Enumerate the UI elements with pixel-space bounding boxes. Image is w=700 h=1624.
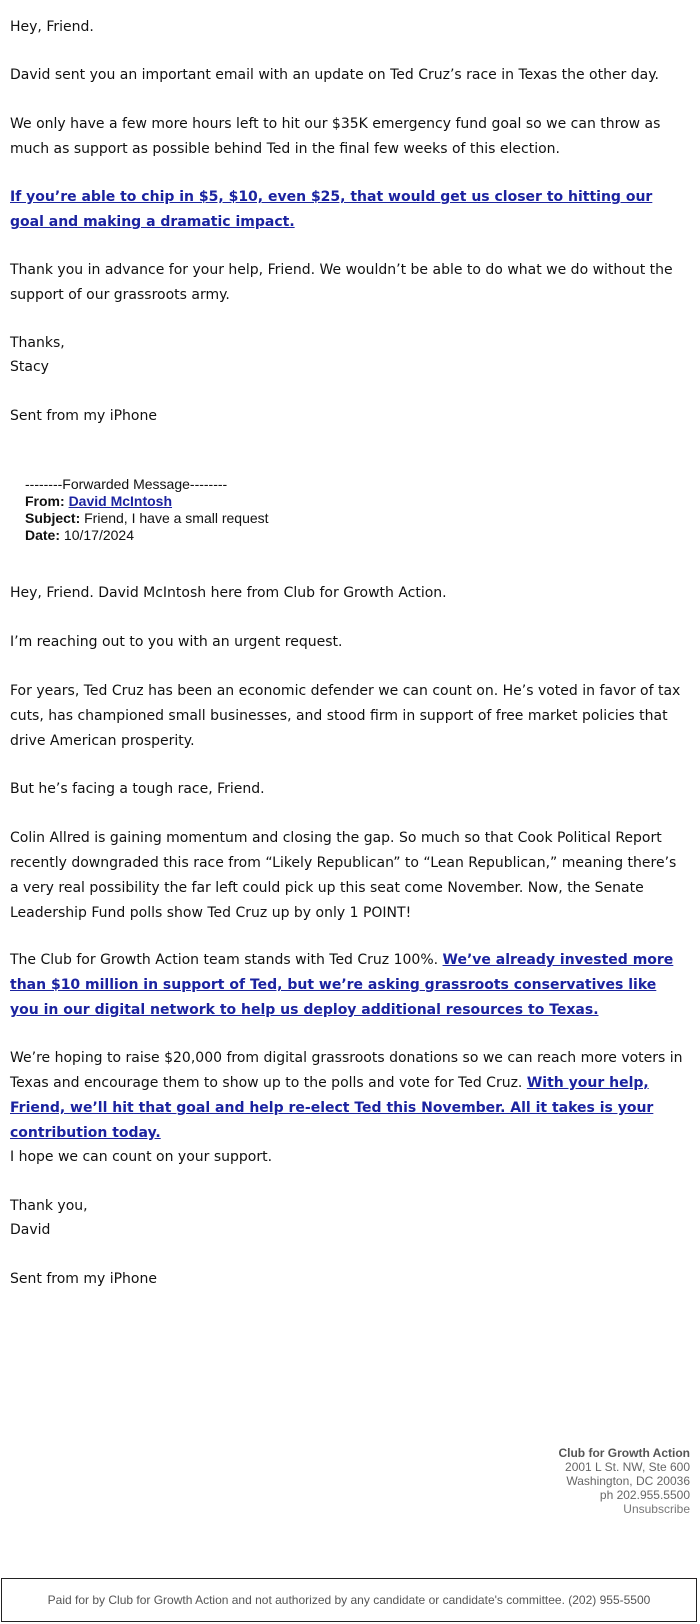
goal-paragraph: We only have a few more hours left to hit our $35K emergency fund goal so we can throw as much as support as possible behind Ted in the final few weeks of this election. — [10, 116, 661, 157]
disclaimer-text: Paid for by Club for Growth Action and not authorized by any candidate or candidate's committee. (202) 955-5500 — [47, 1593, 651, 1607]
contribute-link[interactable]: With your help, Friend, we’ll hit that goal and help re-elect Ted this November. All it takes is your contribution today. — [10, 1075, 654, 1141]
from-label: From: — [25, 493, 65, 509]
original-greeting: Hey, Friend. David McIntosh here from Club for Growth Action. — [10, 585, 447, 601]
signer-name: Stacy — [10, 359, 49, 375]
date-value: 10/17/2024 — [63, 527, 134, 543]
donate-link-text[interactable]: If you’re able to chip in $5, $10, even $25, that would get us closer to hitting our goal and making a dramatic impact. — [10, 189, 653, 230]
footer-street: 2001 L St. NW, Ste 600 — [565, 1460, 690, 1474]
date-label: Date: — [25, 527, 61, 543]
raise-text: We’re hoping to raise $20,000 from digital grassroots donations so we can reach more voters in Texas and encourage them to show up to the polls and vote for Ted Cruz. — [10, 1050, 683, 1091]
donate-link-1[interactable] — [10, 185, 688, 235]
original-signer: David — [10, 1222, 51, 1238]
footer-city: Washington, DC 20036 — [566, 1474, 690, 1488]
tough-race-line: But he’s facing a tough race, Friend. — [10, 781, 265, 797]
allred-paragraph: Colin Allred is gaining momentum and closing the gap. So much so that Cook Political Report recently downgraded this race from “Likely Republican” to “Lean Republican,” meaning there’s a very real possibility the far left could pick up this seat come November. Now, the Senate Leadership Fund polls show Ted Cruz up by only 1 POINT! — [10, 830, 677, 921]
forwarded-message-header — [25, 476, 269, 544]
footer-phone: ph 202.955.5500 — [599, 1488, 690, 1502]
subject-value: Friend, I have a small request — [84, 510, 269, 526]
original-sent-from-iphone: Sent from my iPhone — [10, 1271, 157, 1287]
footer-org-name: Club for Growth Action — [558, 1446, 690, 1460]
footer-address — [558, 1446, 690, 1516]
forwarded-subject — [25, 510, 269, 527]
sign-off: Thanks, — [10, 335, 65, 351]
paid-for-disclaimer — [1, 1578, 697, 1622]
forwarded-divider: --------Forwarded Message-------- — [25, 476, 228, 492]
invested-paragraph — [10, 948, 688, 1023]
raise-paragraph — [10, 1046, 688, 1146]
support-line: I hope we can count on your support. — [10, 1149, 273, 1165]
closing: Thank you, — [10, 1198, 88, 1214]
greeting: Hey, Friend. — [10, 19, 94, 35]
unsubscribe-link[interactable]: Unsubscribe — [623, 1502, 690, 1516]
from-sender-link[interactable]: David McIntosh — [68, 493, 173, 509]
sent-from-iphone: Sent from my iPhone — [10, 408, 157, 424]
forwarded-date — [25, 527, 269, 544]
invested-text: The Club for Growth Action team stands with Ted Cruz 100%. — [10, 952, 443, 968]
cruz-record-paragraph: For years, Ted Cruz has been an economic defender we can count on. He’s voted in favor of tax cuts, has championed small businesses, and stood firm in support of free market policies that drive American prosperity. — [10, 683, 681, 749]
urgent-request: I’m reaching out to you with an urgent request. — [10, 634, 343, 650]
forwarded-from — [25, 493, 269, 510]
intro-paragraph: David sent you an important email with an update on Ted Cruz’s race in Texas the other day. — [10, 67, 659, 83]
invested-donate-link[interactable]: We’ve already invested more than $10 million in support of Ted, but we’re asking grassroots conservatives like you in our digital network to help us deploy additional resources to Texas. — [10, 952, 674, 1018]
thank-you-paragraph: Thank you in advance for your help, Friend. We wouldn’t be able to do what we do without the support of our grassroots army. — [10, 262, 673, 303]
subject-label: Subject: — [25, 510, 81, 526]
